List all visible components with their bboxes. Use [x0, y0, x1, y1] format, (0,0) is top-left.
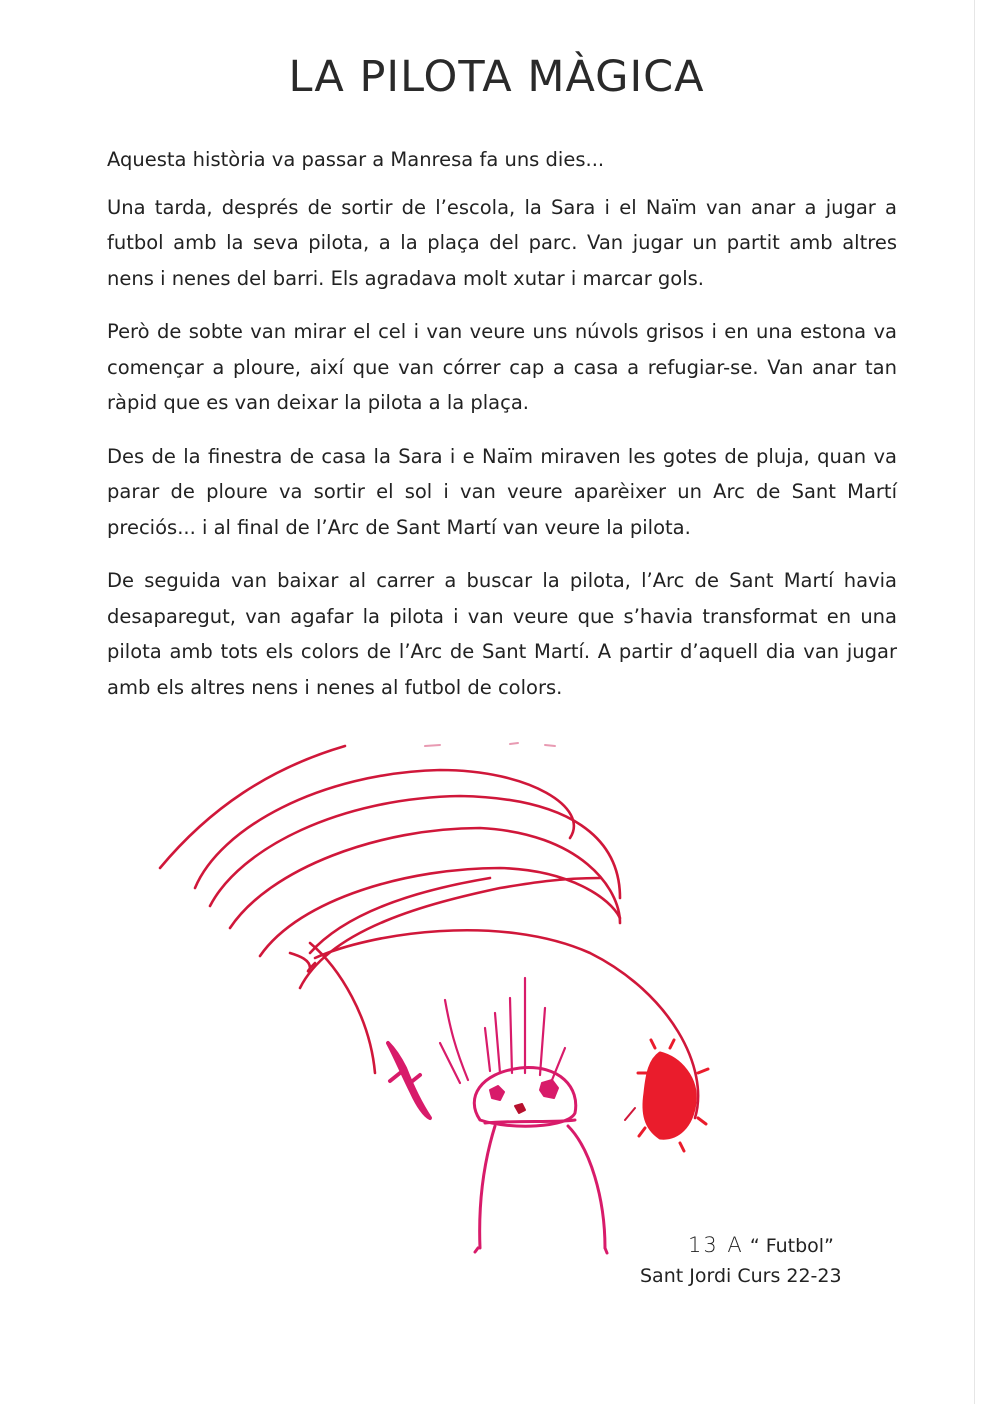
paragraph-4: De seguida van baixar al carrer a buscar la pilota, l’Arc de Sant Martí havia desaparegut, van agafar la pilota i van veure que s’havia transformat en una pilota amb tots els colors de l’Arc de Sant Martí. A partir d’aquell dia van jugar amb els altres nens i nenes al futbol de colors.	[107, 569, 897, 699]
rainbow-arcs	[160, 746, 698, 1118]
rainbow-arc-outer	[160, 746, 345, 868]
top-marks	[425, 743, 555, 746]
nose-icon	[515, 1104, 525, 1113]
page-edge	[974, 0, 975, 1404]
rainbow-arc-long	[315, 930, 698, 1118]
caption-block	[620, 1230, 880, 1291]
left-figure	[388, 1043, 430, 1118]
rainbow-arc-left-squiggle	[290, 953, 315, 971]
paragraph-3: Des de la finestra de casa la Sara i e Naïm miraven les gotes de pluja, quan va parar de ploure va sortir el sol i van veure aparèixer un Arc de Sant Martí preciós... i al final de l’Arc de Sant Martí van veure la pilota.	[107, 444, 897, 539]
rainbow-arc-6	[300, 878, 600, 988]
handwritten-class: 13 A	[688, 1233, 744, 1257]
child-drawing	[150, 728, 710, 1288]
left-eye-icon	[490, 1086, 504, 1100]
figure-face	[490, 1080, 558, 1113]
small-stroke	[625, 1108, 635, 1120]
caption-title	[688, 1230, 880, 1261]
figure-legs	[475, 1126, 607, 1253]
paragraph-1: Una tarda, després de sortir de l’escola, la Sara i el Naïm van anar a jugar a futbol amb la seva pilota, a la plaça del parc. Van jugar un partit amb altres nens i nenes del barri. Els agradava molt xutar i marcar gols.	[107, 195, 897, 290]
story-text	[107, 142, 897, 723]
page-title: LA PILOTA MÀGICA	[288, 52, 705, 102]
paragraph-2: Però de sobte van mirar el cel i van veure uns núvols grisos i en una estona va començar a ploure, així que van córrer cap a casa a refugiar-se. Van anar tan ràpid que es van deixar la pilota a la plaça.	[107, 320, 897, 414]
caption-label: “ Futbol”	[749, 1235, 834, 1257]
right-eye-icon	[540, 1080, 558, 1098]
caption-footer: Sant Jordi Curs 22-23	[640, 1265, 842, 1287]
figure-head	[474, 1068, 575, 1127]
hair-strokes	[440, 978, 565, 1083]
paragraph-intro: Aquesta història va passar a Manresa fa uns dies...	[107, 148, 605, 171]
